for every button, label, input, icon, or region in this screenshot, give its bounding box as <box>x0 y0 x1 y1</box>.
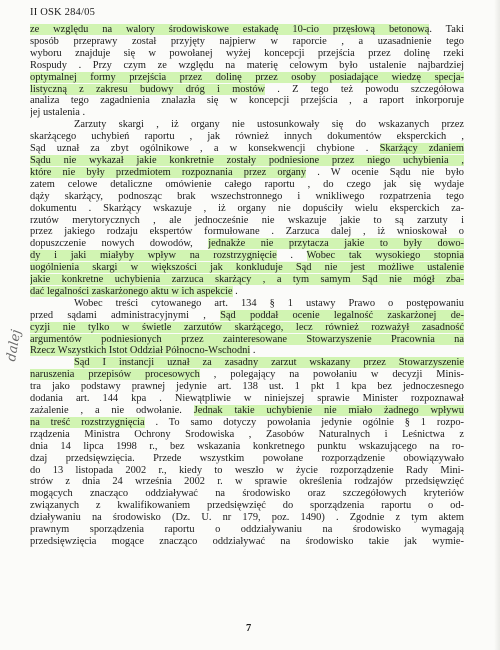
case-number: II OSK 284/05 <box>30 7 96 18</box>
text-segment: . Z tego też powodu szczegółowa <box>265 83 464 95</box>
text-segment: działywaniu na środowisko (Dz. U. nr 179, poz. 1490) . Zgodnie z tym aktem <box>30 512 464 524</box>
highlighted-text: które nie były przedmiotem rozpoznania przez organy <box>30 166 307 178</box>
text-line <box>30 155 464 167</box>
highlighted-text: jednakże nie przytacza jakie to były dowo- <box>208 238 464 250</box>
highlighted-text: listyczną z zakresu budowy dróg i mostów <box>30 83 266 95</box>
text-segment: . <box>250 345 256 357</box>
text-segment: Sąd uznał za zbyt ogólnikowe , a w konsekwencji chybione . <box>30 143 380 155</box>
text-line <box>30 381 464 393</box>
text-line <box>30 238 464 250</box>
highlighted-text: dać legalności zaskarżonego aktu w ich aspekcie <box>30 285 233 297</box>
text-segment: przedsięwzięcia mogące znacząco oddziaływać na środowisko takie jak wymie- <box>30 535 464 547</box>
text-segment: związanych z kwalifikowaniem przedsięwzięć do sporządzenia raportu o od- <box>30 500 464 512</box>
text-segment: Rospudy . Przy czym ze względu na materię celowym było ustalenie najbardziej <box>30 59 464 71</box>
text-line <box>30 226 464 238</box>
text-line <box>30 369 464 381</box>
text-line <box>30 60 464 72</box>
text-segment: . W ocenie Sądu nie było <box>306 166 464 178</box>
text-line <box>30 72 464 84</box>
text-line <box>30 36 464 48</box>
text-line <box>30 393 464 405</box>
text-segment: dnia 14 lipca 1998 r., bez wskazania konkretnego punktu wskazującego na ro- <box>30 440 464 452</box>
text-segment: . To samo dotyczy powołania jedynie ogólnie § 1 rozpo- <box>144 416 464 428</box>
text-line <box>30 512 464 524</box>
handwritten-margin-note: dalej <box>4 328 25 363</box>
text-segment: Zarzuty skargi , iż organy nie ustosunkowały się do wskazanych przez <box>74 119 464 131</box>
text-line <box>30 441 464 453</box>
text-line <box>30 167 464 179</box>
text-line <box>30 334 464 346</box>
text-segment: . <box>276 250 307 262</box>
text-line <box>30 357 464 369</box>
highlighted-text: argumentów podniesionych przez zainteresowane Stowarzyszenie Pracownia na <box>30 333 464 345</box>
highlighted-text: Skarżący zdaniem <box>379 143 464 155</box>
text-line <box>30 310 464 322</box>
text-line <box>30 345 464 357</box>
judgment-text <box>30 24 464 548</box>
text-segment: , polegający na powołaniu w decyzji Minis- <box>199 369 464 381</box>
text-segment: . Taki <box>429 24 464 35</box>
text-line <box>30 465 464 477</box>
text-line <box>30 417 464 429</box>
text-line <box>30 84 464 96</box>
highlighted-text: naruszenia przepisów procesowych <box>30 369 200 381</box>
text-line <box>30 500 464 512</box>
highlighted-text: Rzecz Wszystkich Istot Oddział Północno-Wschodni <box>30 345 251 357</box>
highlighted-text: optymalnej formy przejścia przez dolinę przez osoby posiadające wiedzę specja- <box>30 71 464 83</box>
text-segment: do 13 listopada 2002 r., kiedy to weszło w życie rozporządzenie Rady Mini- <box>30 464 464 476</box>
highlighted-text: Jednak takie uchybienie nie miało żadnego wpływu <box>193 405 464 416</box>
highlighted-text: ze względu na walory środowiskowe estakadę 10-cio przęsłową betonową <box>30 24 430 35</box>
text-segment: analiza tego zagadnienia znalazła się w koncepcji przejścia , a raport inkorporuje <box>30 95 464 107</box>
highlighted-text: Sąd poddał ocenie legalność zaskarżonej de- <box>220 309 464 321</box>
text-segment: przez jakiego rodzaju ekspertów formułowane . Zarzuca dalej , iż wnioskował o <box>30 226 464 238</box>
highlighted-text: jakie konkretne uchybienia zarzuca skarżący , a tym samym Sąd nie mógł zba- <box>30 274 464 286</box>
text-line <box>30 429 464 441</box>
highlighted-text: Wobec tak wysokiego stopnia <box>306 250 464 262</box>
text-line <box>30 262 464 274</box>
text-line <box>30 405 464 417</box>
text-segment: dokumentu . Skarżący wskazuje , iż organy nie dopuściły wielu eksperckich za- <box>30 202 464 214</box>
text-line <box>30 191 464 203</box>
text-line <box>30 107 464 119</box>
text-segment: przed sądami administracyjnymi , <box>30 309 221 321</box>
text-line <box>30 453 464 465</box>
text-segment: jej ustalenia . <box>30 107 86 119</box>
text-line <box>30 131 464 143</box>
text-line <box>30 274 464 286</box>
text-line <box>30 286 464 298</box>
text-segment: dzaj przedsięwzięcia. Przede wszystkim powołane rozporządzenie obowiązywało <box>30 452 464 464</box>
text-line <box>30 24 464 36</box>
text-segment: prawnym sporządzenia raportu o oddziaływaniu na środowisko wymagają <box>30 524 464 536</box>
text-line <box>30 179 464 191</box>
text-line <box>30 203 464 215</box>
text-segment: skarżącego uchybień raportu , jak również innych dokumentów eksperckich , <box>30 131 464 143</box>
text-segment: sposób przeprawy został przyjęty najpierw w raporcie , a uzasadnienie tego <box>30 35 464 47</box>
text-line <box>30 215 464 227</box>
text-line <box>30 322 464 334</box>
highlighted-text: na treść rozstrzygnięcia <box>30 416 145 428</box>
text-segment: rzutów merytorycznych , ale jednocześnie nie wskazuje jakie to są zarzuty i <box>30 214 464 226</box>
text-line <box>30 536 464 548</box>
page-number: 7 <box>246 623 252 634</box>
text-segment: dopuszczenie nowych dowodów, <box>30 238 209 250</box>
scan-edge <box>494 0 500 650</box>
text-segment: Wobec treści cytowanego art. 134 § 1 ustawy Prawo o postępowaniu <box>74 297 464 309</box>
highlighted-text: Sąd I instancji uznał za zasadny zarzut wskazany przez Stowarzyszenie <box>74 357 464 369</box>
text-segment: dodania art. 144 kpa . Niewątpliwie w niniejszej sprawie Minister rozpoznawał <box>30 393 464 405</box>
text-line <box>30 48 464 60</box>
text-segment: . <box>232 285 238 297</box>
text-line <box>30 488 464 500</box>
text-segment: wyboru znajduje się w powołanej wyżej koncepcji przejścia przez dolinę rzeki <box>30 47 464 59</box>
text-line <box>30 524 464 536</box>
highlighted-text: dy i jaki miałyby wpływ na rozstrzygnięcie <box>30 250 277 262</box>
text-segment: tra jako podstawy prawnej jedynie art. 138 ust. 1 pkt 1 kpa bez jednoczesnego <box>30 381 464 393</box>
highlighted-text: Sądu nie wykazał jakie konkretnie zostały podniesione przez niego uchybienia , <box>30 154 464 166</box>
text-line <box>30 476 464 488</box>
text-line <box>30 95 464 107</box>
text-segment: dąży skarżący, podnosząc brak wszechstronnego i wnikliwego rozpatrzenia tego <box>30 190 464 202</box>
highlighted-text: uogólnienia skargi w większości jak konkluduje Sąd nie jest możliwe ustalenie <box>30 262 464 274</box>
text-segment: zażalenie , a nie odwołanie. <box>30 405 194 416</box>
text-line <box>30 119 464 131</box>
highlighted-text: cyzji nie tylko w świetle zarzutów skarżącego, lecz również rozważył zasadność <box>30 321 464 333</box>
text-segment: strów z dnia 24 września 2002 r. w sprawie określenia rodzajów przedsięwzięć <box>30 476 464 488</box>
text-line <box>30 298 464 310</box>
text-line <box>30 143 464 155</box>
text-line <box>30 250 464 262</box>
text-segment: zatem celowe detaliczne omówienie całego raportu , do czego jak się wydaje <box>30 178 464 190</box>
text-segment: mogących znacząco oddziaływać na środowisko oraz szczegółowych kryteriów <box>30 488 464 500</box>
text-segment: rządzenia Ministra Ochrony Środowiska , Zasobów Naturalnych i Leśnictwa z <box>30 428 464 440</box>
